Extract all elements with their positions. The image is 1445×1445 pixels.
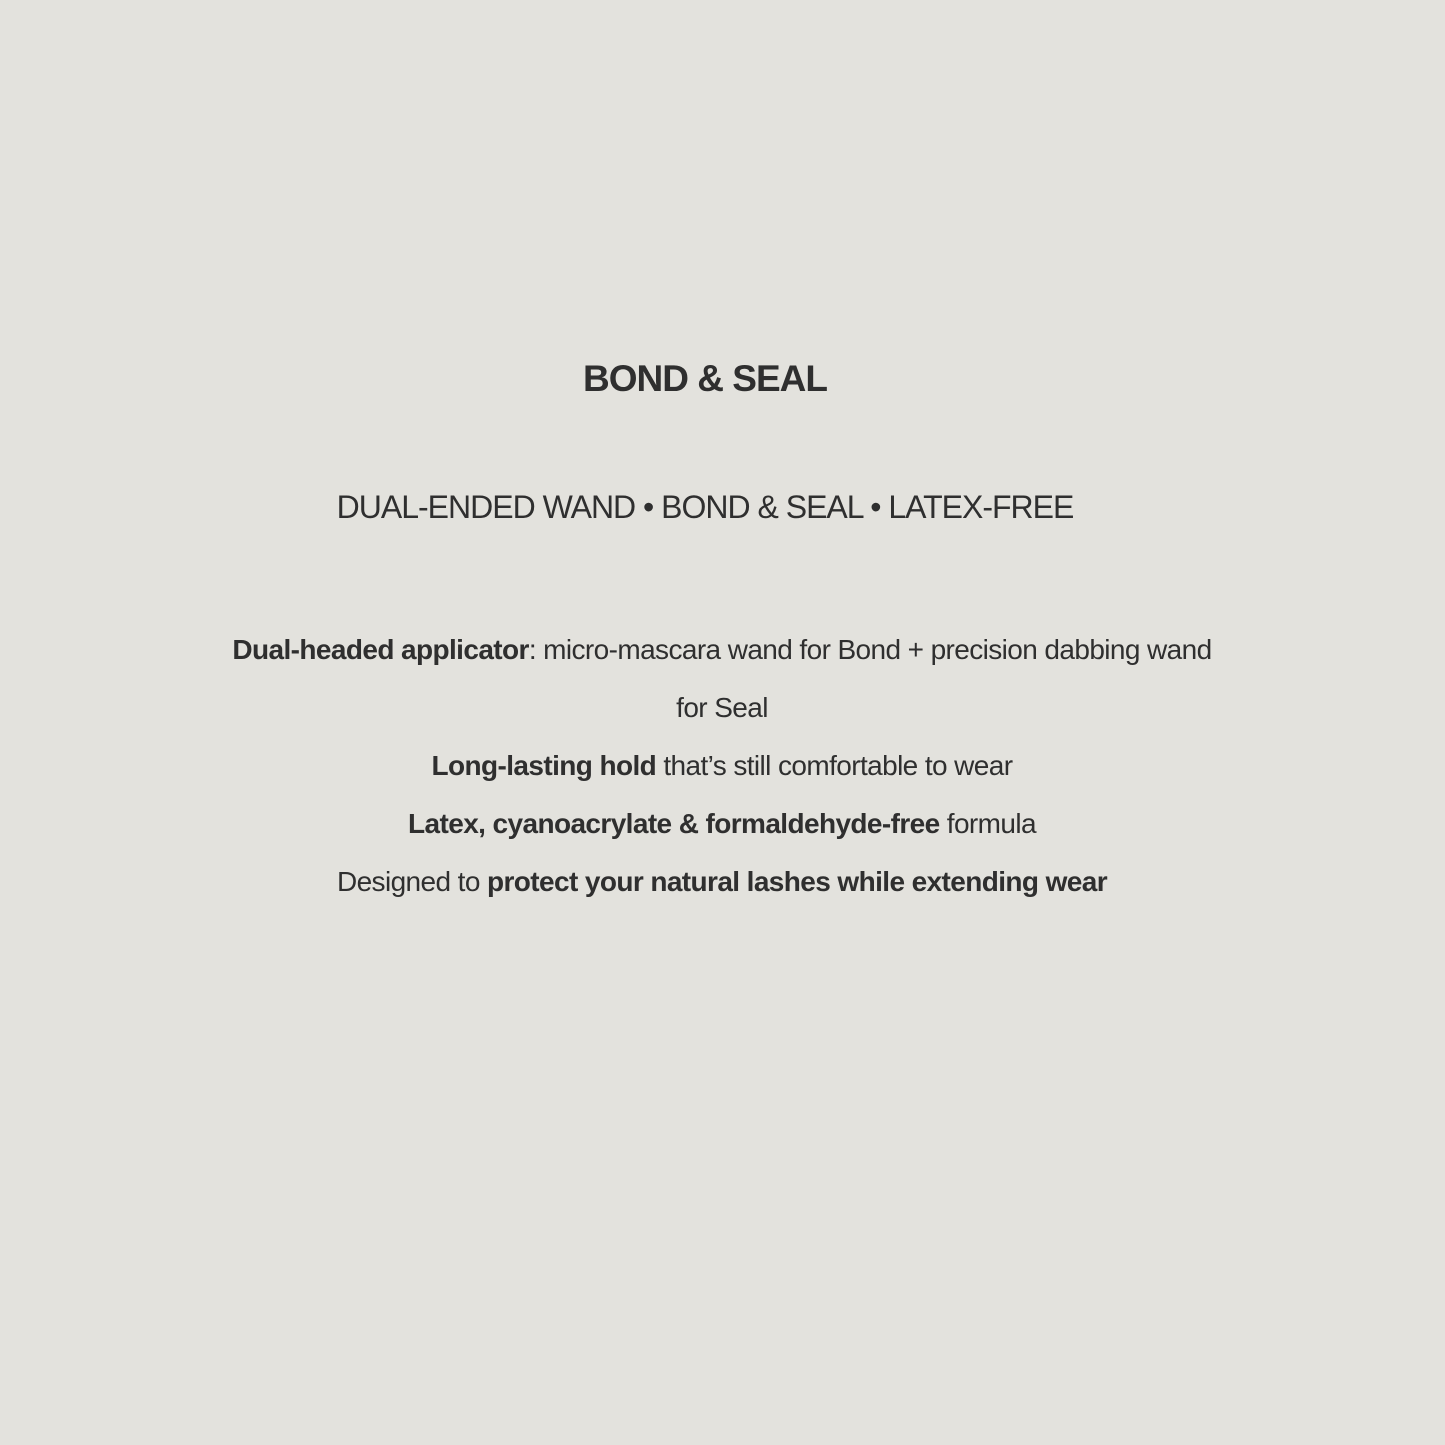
feature-text: : micro-mascara wand for Bond + precision dabbing wand [528,634,1212,665]
feature-highlight: Dual-headed applicator [232,634,529,665]
feature-item-protection [172,842,1272,922]
product-tagline: DUAL-ENDED WAND • BOND & SEAL • LATEX-FREE [336,489,1074,525]
feature-highlight: protect your natural lashes while extending wear [486,866,1108,897]
feature-text: Designed to [336,866,487,897]
feature-line-continued: for Seal [676,692,768,723]
feature-line [172,842,1272,922]
feature-text: that’s still comfortable to wear [656,750,1013,781]
feature-highlight: Latex, cyanoacrylate & formaldehyde-free [408,808,940,839]
feature-highlight: Long-lasting hold [431,750,657,781]
feature-text: formula [939,808,1036,839]
feature-list [172,610,1272,922]
product-title: BOND & SEAL [583,358,827,399]
